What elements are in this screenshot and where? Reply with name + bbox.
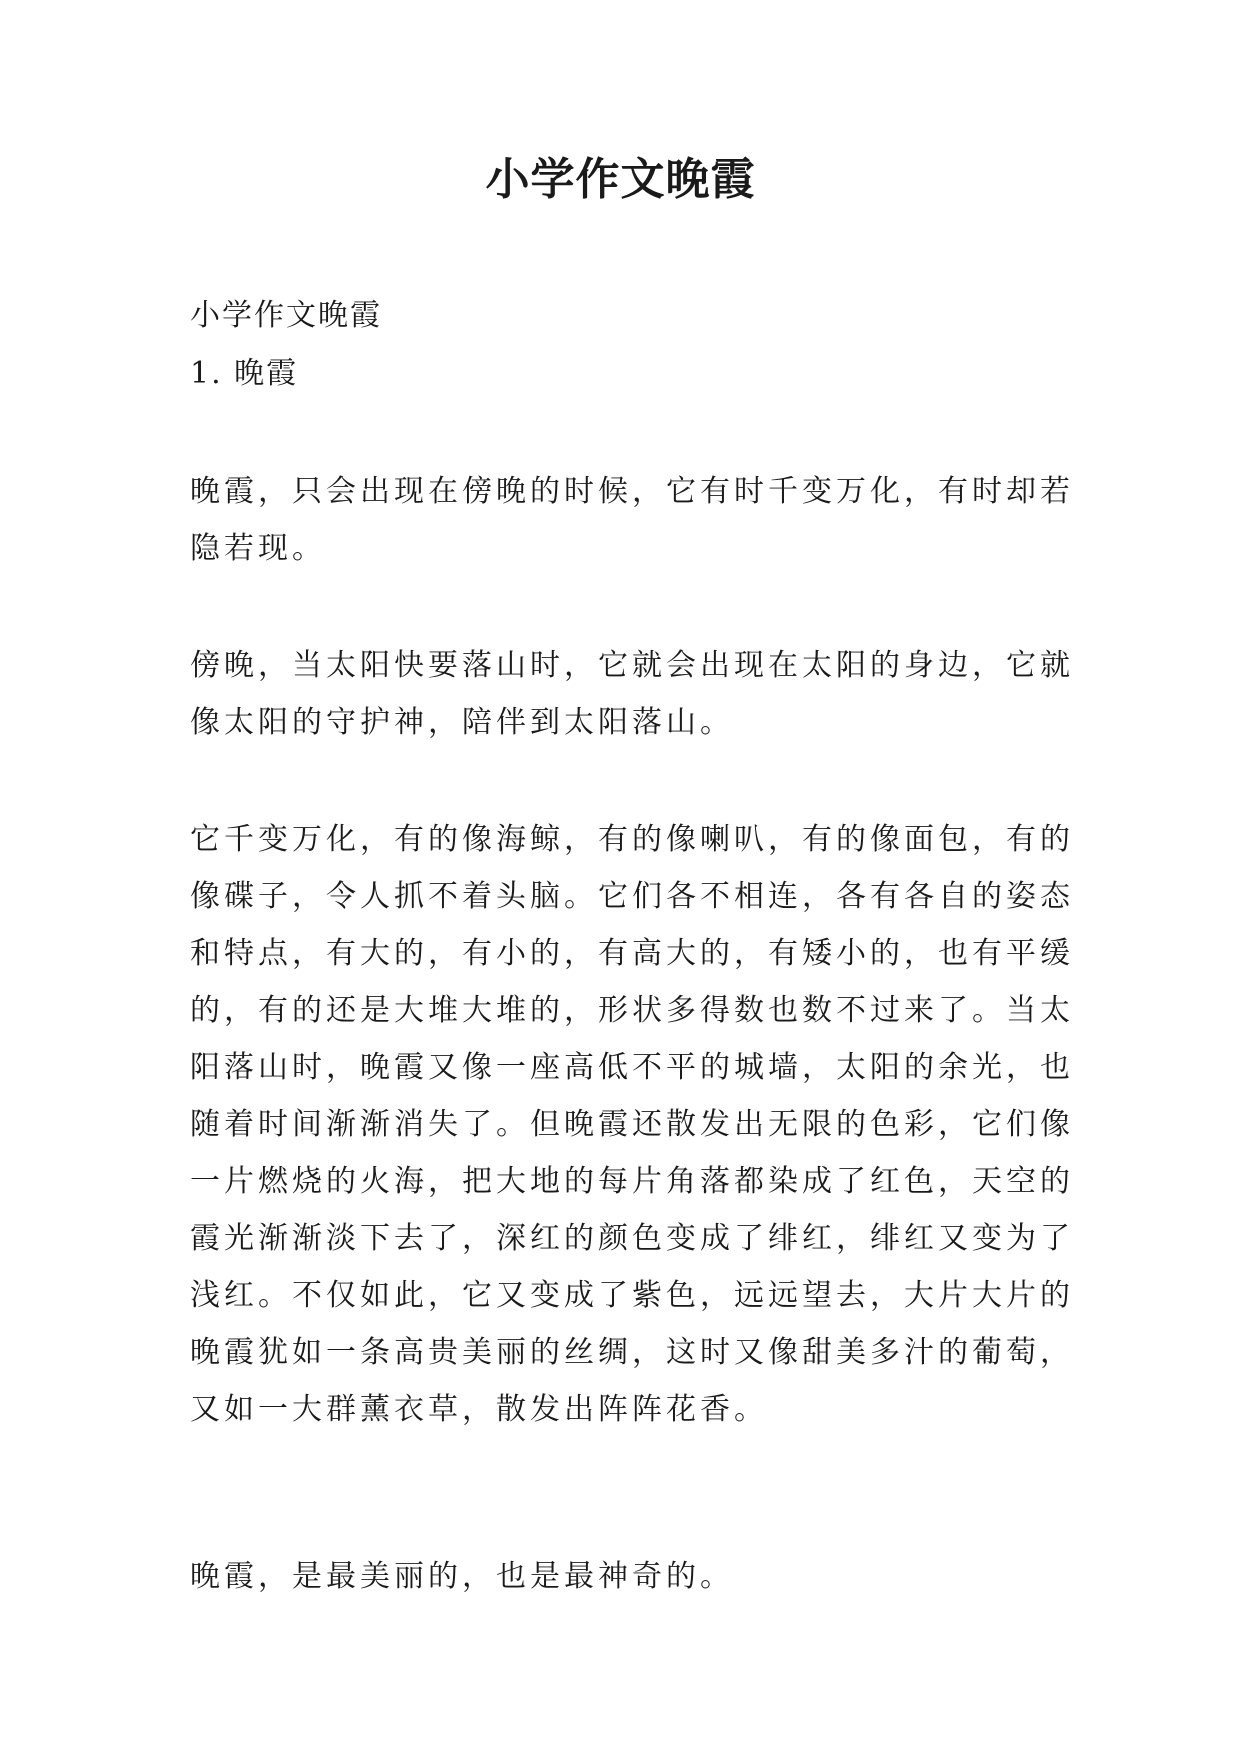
paragraph-line: 和特点，有大的，有小的，有高大的，有矮小的，也有平缓 [190,936,1074,971]
paragraph-line: 随着时间渐渐消失了。但晚霞还散发出无限的色彩，它们像 [190,1107,1074,1142]
paragraph-1 [190,463,1074,577]
paragraph-line: 浅红。不仅如此，它又变成了紫色，远远望去，大片大片的 [190,1278,1074,1313]
paragraph-line: 它千变万化，有的像海鲸，有的像喇叭，有的像面包，有的 [190,822,1074,857]
paragraph-4 [190,1548,1070,1605]
document-title: 小学作文晚霞 [485,154,756,205]
paragraph-line: 隐若现。 [190,531,326,566]
paragraph-line: 像太阳的守护神，陪伴到太阳落山。 [190,705,734,740]
paragraph-line: 又如一大群薰衣草，散发出阵阵花香。 [190,1392,768,1427]
paragraph-line: 晚霞犹如一条高贵美丽的丝绸，这时又像甜美多汁的葡萄， [190,1335,1074,1370]
paragraph-line: 像碟子，令人抓不着头脑。它们各不相连，各有各自的姿态 [190,879,1074,914]
paragraph-3 [190,811,1074,1438]
paragraph-line: 的，有的还是大堆大堆的，形状多得数也数不过来了。当太 [190,993,1074,1028]
paragraph-line: 阳落山时，晚霞又像一座高低不平的城墙，太阳的余光，也 [190,1050,1074,1085]
paragraph-2 [190,637,1074,751]
paragraph-line: 晚霞，是最美丽的，也是最神奇的。 [190,1559,734,1594]
paragraph-line: 一片燃烧的火海，把大地的每片角落都染成了红色，天空的 [190,1164,1074,1199]
paragraph-line: 晚霞，只会出现在傍晚的时候，它有时千变万化，有时却若 [190,474,1074,509]
paragraph-line: 霞光渐渐淡下去了，深红的颜色变成了绯红，绯红又变为了 [190,1221,1074,1256]
section-heading: 1. 晚霞 [190,356,299,391]
essay-subtitle: 小学作文晚霞 [190,298,382,333]
paragraph-line: 傍晚，当太阳快要落山时，它就会出现在太阳的身边，它就 [190,648,1074,683]
